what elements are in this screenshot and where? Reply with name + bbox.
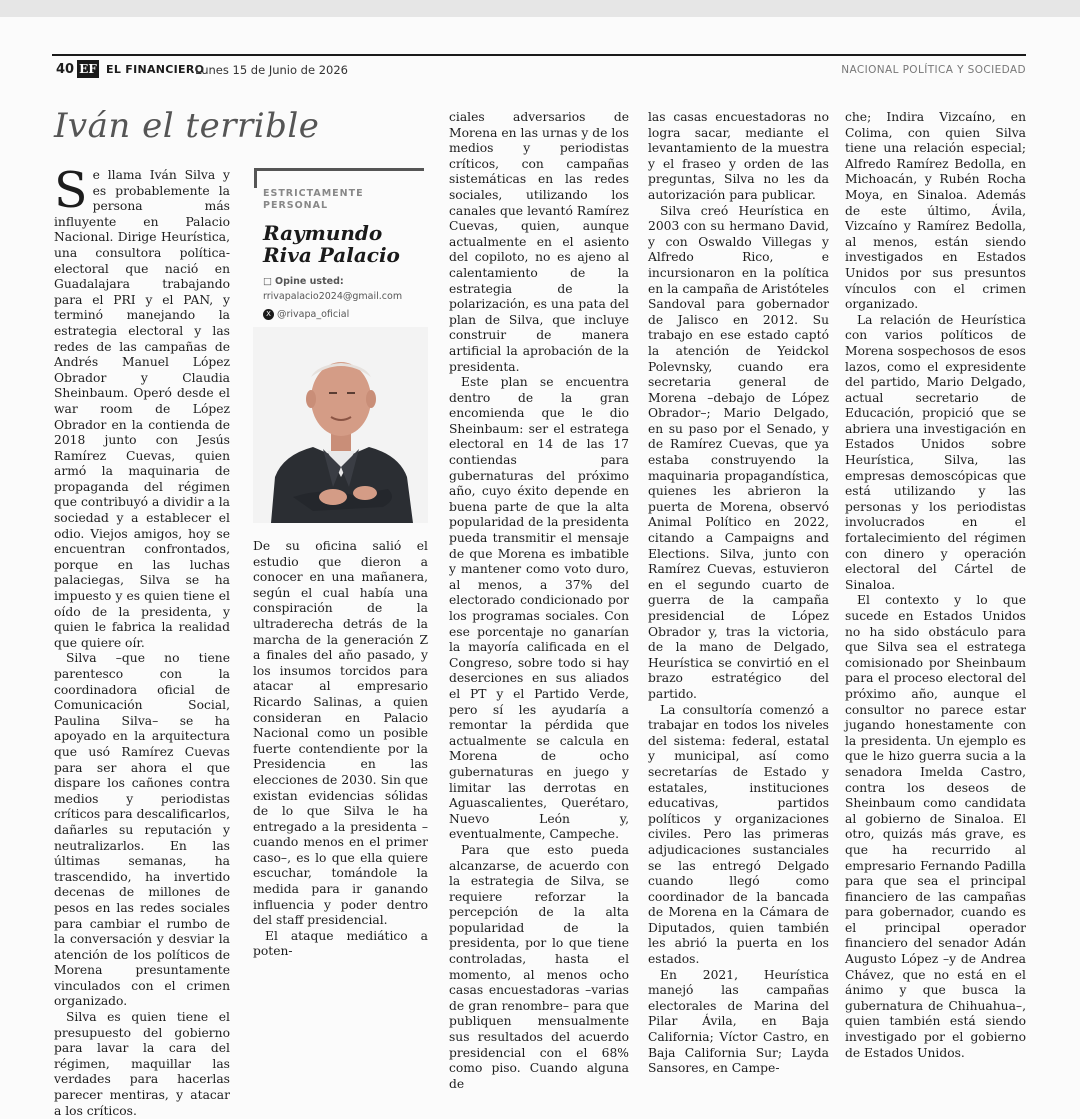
author-contact xyxy=(263,275,402,321)
paragraph: La relación de Heurística con varios políticos de Morena sospechosos de esos lazos, como el expresidente del partido, Mario Delgado, actual secretario de Educación, propició que se abriera una investigación en Estados Unidos sobre Heurística, Silva, las empresas demoscópicas que está utilizando y las personas y los periodistas involucrados en el fortalecimiento del régimen con dinero y operación electoral del Cártel de Sinaloa. xyxy=(845,312,1026,592)
paragraph: De su oficina salió el estudio que dieron a conocer en una mañanera, según el cual había una conspiración de la ultraderecha detrás de la marcha de la generación Z a finales del año pasado, y los insumos torcidos para atacar al empresario Ricardo Salinas, a quien consideran en Palacio Nacional como un posible fuerte contendiente por la Presidencia en las elecciones de 2030. Sin que existan evidencias sólidas de lo que Silva le ha entregado a la presidenta –cuando menos en el primer caso–, es lo que ella quiere escuchar, tomándole la medida para ir ganando influencia y poder dentro del staff presidencial. xyxy=(253,539,428,928)
page-header xyxy=(52,60,1026,82)
paragraph: las casas encuestadoras no logra sacar, mediante el levantamiento de la muestra y el fraseo y orden de las preguntas, Silva no les da autorización para publicar. xyxy=(648,110,829,202)
paragraph: Silva es quien tiene el presupuesto del gobierno para lavar la cara del régimen, maquillar las verdades para hacerlas parecer mentiras, y atacar a los críticos. xyxy=(54,1010,230,1118)
column-label: ESTRICTAMENTE PERSONAL xyxy=(263,188,364,211)
comment-icon: □ xyxy=(263,276,272,287)
article-column-2 xyxy=(253,539,428,960)
paragraph: Este plan se encuentra dentro de la gran encomienda que le dio Sheinbaum: ser el estratega electoral en 14 de las 17 contiendas para gubernaturas del próximo año, cuyo éxito depende en buena parte de que la alta popularidad de la presidenta pueda transmitir el mensaje de que Morena es imbatible y mantener como voto duro, al menos, a 37% del electorado condicionado por los programas sociales. Con ese porcentaje no ganarían la mayoría calificada en el Congreso, sobre todo si hay deserciones en sus aliados el PT y el Partido Verde, pero sí les ayudaría a remontar la pérdida que actualmente se calcula en Morena de ocho gubernaturas en juego y limitar las derrotas en Aguascalientes, Querétaro, Nuevo León y, eventualmente, Campeche. xyxy=(449,375,629,842)
column-box-mark xyxy=(254,168,257,188)
drop-cap: S xyxy=(54,162,88,219)
newspaper-logo-icon: EF xyxy=(77,60,99,78)
paragraph: Se llama Iván Silva y es probablemente la persona más influyente en Palacio Nacional. Dirige Heurística, una consultora política-electoral que nació en Guadalajara trabajando para el PRI y el PAN, y terminó manejando la estrategia electoral y las redes de las campañas de Andrés Manuel López Obrador y Claudia Sheinbaum. Operó desde el war room de López Obrador en la contienda de 2018 junto con Jesús Ramírez Cuevas, quien armó la maquinaria de propaganda del régimen que contribuyó a dividir a la sociedad y a establecer el odio. Viejos amigos, hoy se encuentran confrontados, porque en las luchas palaciegas, Silva se ha impuesto y es quien tiene el oído de la presidenta, y quien le fabrica la realidad que quiere oír. xyxy=(54,162,231,650)
header-rule xyxy=(52,54,1026,56)
author-photo xyxy=(253,327,428,523)
author-email[interactable]: rrivapalacio2024@gmail.com xyxy=(263,291,403,302)
page-number: 40 xyxy=(56,62,75,77)
paragraph: El contexto y lo que sucede en Estados Unidos no ha sido obstáculo para que Silva sea el estratega comisionado por Sheinbaum para el proceso electoral del próximo año, aunque el consultor no parece estar jugando honestamente con la presidenta. Un ejemplo es que le hizo guerra sucia a la senadora Imelda Castro, contra los deseos de Sheinbaum como candidata al gobierno de Sinaloa. El otro, quizás más grave, es que ha recurrido al empresario Fernando Padilla para que sea el principal financiero de las campañas para gobernador, cuando es el principal operador financiero del senador Adán Augusto López –y de Andrea Chávez, que no está en el ánimo y que busca la gubernatura de Chihuahua–, quien también está siendo investigado por el gobierno de Estados Unidos. xyxy=(845,593,1026,1060)
article-column-5 xyxy=(845,110,1026,1061)
paragraph: La consultoría comenzó a trabajar en todos los niveles del sistema: federal, estatal y municipal, así como secretarías de Estado y estatales, instituciones educativas, partidos políticos y organizaciones civiles. Pero las primeras adjudicaciones sustanciales se las entregó Delgado cuando llegó como coordinador de la bancada de Morena en la Cámara de Diputados, quien también les abrió la puerta en los estados. xyxy=(648,702,829,967)
article-column-4 xyxy=(648,110,829,1077)
article-column-3 xyxy=(449,110,629,1092)
x-logo-icon: X xyxy=(263,309,274,320)
issue-date: Lunes 15 de Junio de 2026 xyxy=(195,63,348,77)
article-title: Iván el terrible xyxy=(54,106,320,146)
paragraph: Para que esto pueda alcanzarse, de acuerdo con la estrategia de Silva, se requiere reforzar la percepción de la alta popularidad de la presidenta, por lo que tiene controladas, hasta el momento, al menos ocho casas encuestadoras –varias de gran renombre– para que publiquen mensualmente sus resultados del acuerdo presidencial con el 68% como piso. Cuando alguna de xyxy=(449,842,629,1091)
opine-label: Opine usted: xyxy=(275,276,344,287)
column-box-rule xyxy=(254,168,424,171)
newspaper-name: EL FINANCIERO xyxy=(106,63,205,76)
paragraph: ciales adversarios de Morena en las urnas y de los medios y periodistas críticos, con campañas sistemáticas en las redes sociales, utilizando los canales que levantó Ramírez Cuevas, quien, aunque actualmente en el asiento del copiloto, no es ajeno al calentamiento de la estrategia de la polarización, es una pata del plan de Silva, que incluye construir de manera artificial la aprobación de la presidenta. xyxy=(449,110,629,374)
paragraph: Silva –que no tiene parentesco con la coordinadora oficial de Comunicación Social, Paulina Silva– se ha apoyado en la arquitectura que usó Ramírez Cuevas para ser ahora el que dispare los cañones contra medios y periodistas críticos para descalificarlos, dañarles su reputación y neutralizarlos. En las últimas semanas, ha trascendido, ha invertido decenas de millones de pesos en las redes sociales para cambiar el rumbo de la conversación y desviar la atención de los políticos de Morena presuntamente vinculados con el crimen organizado. xyxy=(54,651,230,1009)
paragraph: En 2021, Heurística manejó las campañas electorales de Marina del Pilar Ávila, en Baja California; Víctor Castro, en Baja California Sur; Layda Sansores, en Campe- xyxy=(648,967,829,1076)
article-column-1 xyxy=(54,162,231,1119)
paragraph: Silva creó Heurística en 2003 con su hermano David, y con Oswaldo Villegas y Alfredo Rico, e incursionaron en la política en la campaña de Aristóteles Sandoval para gobernador de Jalisco en 2012. Su trabajo en ese estado captó la atención de Yeidckol Polevnsky, cuando era secretaria general de Morena –debajo de López Obrador–; Mario Delgado, en su paso por el Senado, y de Ramírez Cuevas, que ya estaba construyendo la maquinaria propagandística, quienes les abrieron la puerta de Morena, observó Animal Político en 2022, citando a Campaigns and Elections. Silva, junto con Ramírez Cuevas, estuvieron en el segundo cuarto de guerra de la campaña presidencial de López Obrador y, tras la victoria, de la mano de Delgado, Heurística se convirtió en el brazo estratégico del partido. xyxy=(648,203,829,701)
section-name: NACIONAL POLÍTICA Y SOCIEDAD xyxy=(841,64,1026,76)
paragraph: El ataque mediático a poten- xyxy=(253,928,428,959)
top-band xyxy=(0,0,1080,17)
paragraph: che; Indira Vizcaíno, en Colima, con quien Silva tiene una relación especial; Alfredo Ramírez Bedolla, en Michoacán, y Rubén Rocha Moya, en Sinaloa. Además de este último, Ávila, Vizcaíno y Ramírez Bedolla, al menos, están siendo investigados en Estados Unidos por sus presuntos vínculos con el crimen organizado. xyxy=(845,110,1026,312)
author-name: Raymundo Riva Palacio xyxy=(263,221,400,267)
author-handle[interactable]: @rivapa_oficial xyxy=(277,309,350,320)
